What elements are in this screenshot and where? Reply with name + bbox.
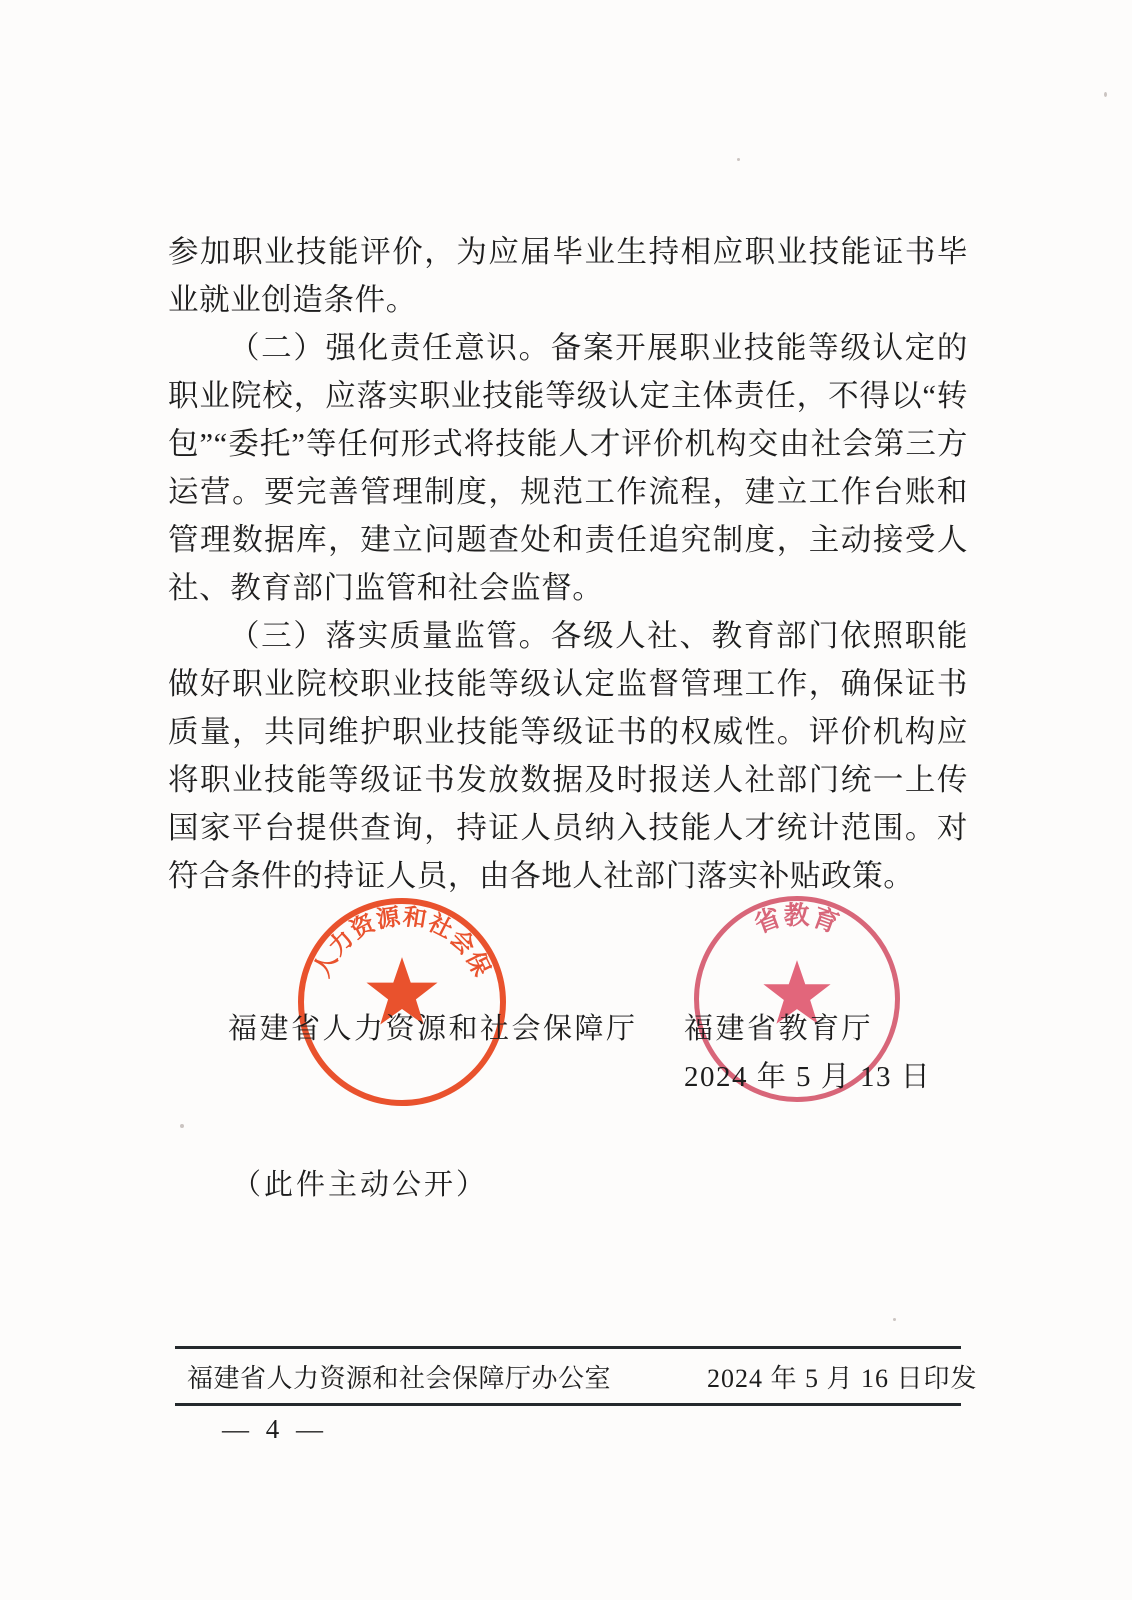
svg-text:省教育	[750, 901, 843, 939]
footer-issue-date: 2024 年 5 月 16 日印发	[707, 1363, 978, 1393]
signature-date: 2024 年 5 月 13 日	[684, 1061, 932, 1093]
scan-speck	[180, 1124, 184, 1128]
scan-speck	[893, 1318, 896, 1321]
scan-speck	[737, 158, 740, 161]
signature-education-department: 福建省教育厅	[684, 1013, 874, 1045]
paragraph-section-two: （二）强化责任意识。备案开展职业技能等级认定的职业院校，应落实职业技能等级认定主体责任，不得以“转包”“委托”等任何形式将技能人才评价机构交由社会第三方运营。要完善管理制度，规范工作流程，建立工作台账和管理数据库，建立问题查处和责任追究制度，主动接受人社、教育部门监管和社会监督。	[168, 331, 968, 605]
signature-hr-department: 福建省人力资源和社会保障厅	[228, 1013, 638, 1045]
document-footer	[175, 1346, 978, 1406]
paragraph-section-three: （三）落实质量监管。各级人社、教育部门依照职能做好职业院校职业技能等级认定监督管理工作，确保证书质量，共同维护职业技能等级证书的权威性。评价机构应将职业技能等级证书发放数据及时报送人社部门统一上传国家平台提供查询，持证人员纳入技能人才统计范围。对符合条件的持证人员，由各地人社部门落实补贴政策。	[168, 619, 968, 893]
seal-arc-label-education: 省教育	[750, 901, 844, 939]
paragraph-continued: 参加职业技能评价，为应届毕业生持相应职业技能证书毕业就业创造条件。	[168, 235, 968, 317]
disclosure-note: （此件主动公开）	[232, 1169, 489, 1201]
official-seal-hr	[298, 898, 506, 1106]
scan-speck	[1104, 92, 1107, 97]
footer-issuing-office: 福建省人力资源和社会保障厅办公室	[187, 1363, 612, 1393]
document-body	[168, 228, 968, 900]
page-number: — 4 —	[222, 1414, 328, 1444]
footer-rule-bottom	[175, 1403, 961, 1406]
footer-row	[175, 1349, 978, 1403]
seal-arc-label-hr: 人力资源和社会保	[309, 904, 495, 982]
